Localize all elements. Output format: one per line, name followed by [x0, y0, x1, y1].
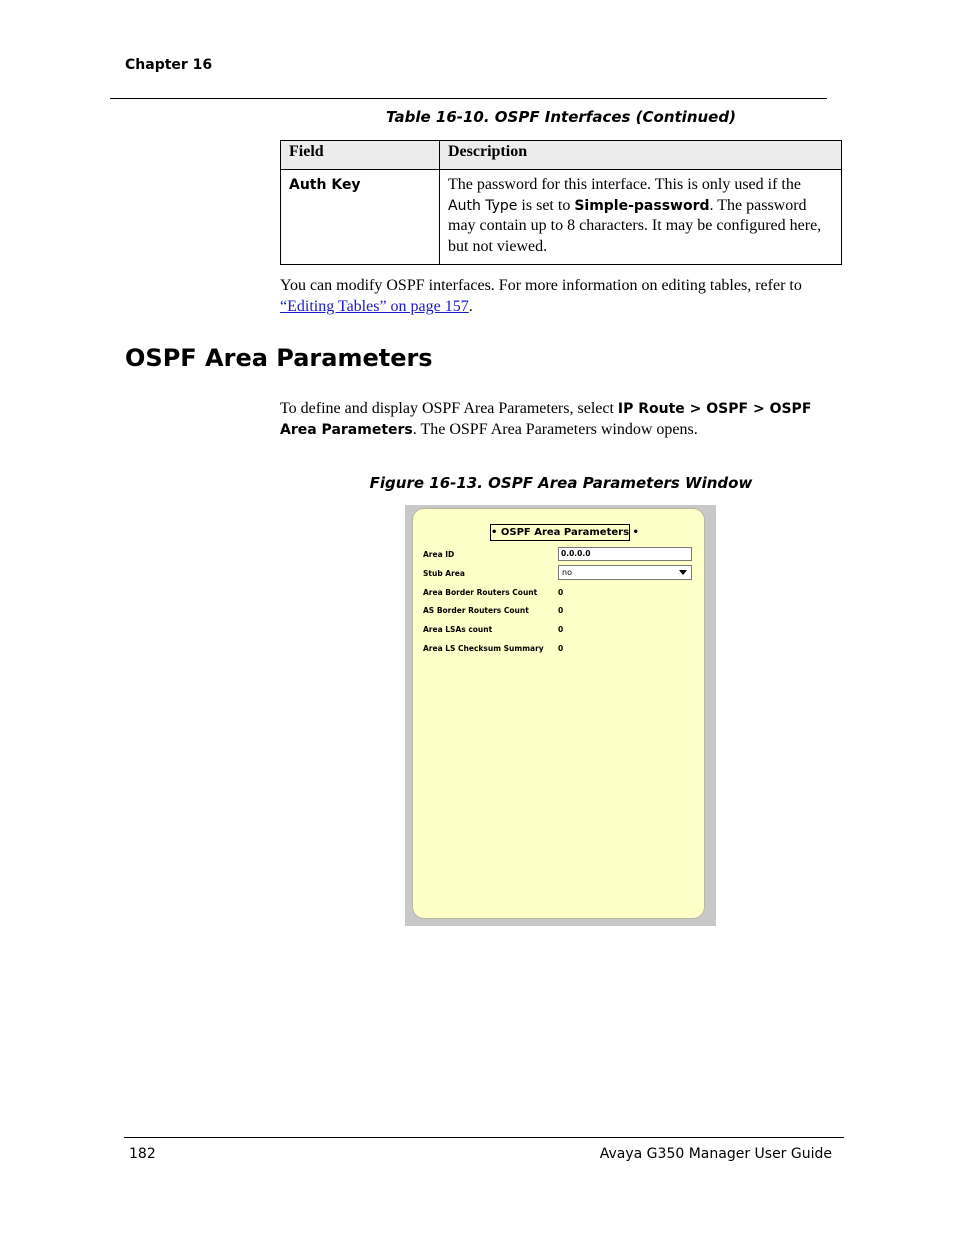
menu-path: IP Route > OSPF > OSPF Area Parameters — [280, 401, 812, 438]
modify-paragraph — [280, 276, 842, 317]
header-rule — [110, 98, 827, 99]
area-lsas-count-value: 0 — [558, 625, 564, 634]
description-text: . The password may contain up to 8 characters. It may be configured here, but not viewed. — [448, 196, 822, 255]
table-row — [281, 170, 842, 265]
paragraph-text: You can modify OSPF interfaces. For more information on editing tables, refer to — [280, 277, 802, 294]
table-header-row — [281, 141, 842, 170]
as-border-routers-count-label: AS Border Routers Count — [423, 606, 529, 615]
footer-title: Avaya G350 Manager User Guide — [599, 1146, 832, 1162]
chevron-down-icon — [679, 570, 687, 575]
stub-area-label: Stub Area — [423, 569, 465, 578]
area-border-routers-count-value: 0 — [558, 588, 564, 597]
as-border-routers-count-value: 0 — [558, 606, 564, 615]
stub-area-select[interactable] — [558, 565, 692, 580]
window-title-menu-button[interactable]: • OSPF Area Parameters • — [490, 524, 630, 541]
description-text: The password for this interface. This is only used if the — [448, 176, 801, 193]
area-id-label: Area ID — [423, 550, 455, 559]
description-value: Simple-password — [574, 197, 710, 214]
area-id-input[interactable]: 0.0.0.0 — [558, 547, 692, 561]
table-caption: Table 16-10. OSPF Interfaces (Continued) — [386, 108, 736, 126]
paragraph-end: . The OSPF Area Parameters window opens. — [412, 420, 698, 438]
field-name: Auth Key — [289, 177, 361, 193]
page-number: 182 — [129, 1146, 156, 1162]
footer-rule — [124, 1137, 844, 1138]
description-text: is set to — [521, 196, 571, 214]
figure-caption: Figure 16-13. OSPF Area Parameters Window — [369, 474, 753, 492]
field-cell — [281, 170, 440, 265]
editing-tables-link[interactable]: “Editing Tables” on page 157 — [280, 297, 469, 315]
column-header-description: Description — [440, 141, 842, 170]
paragraph-text: To define and display OSPF Area Parameters, select — [280, 400, 618, 417]
section-title: OSPF Area Parameters — [125, 344, 433, 372]
description-term: Auth Type — [448, 197, 518, 214]
column-header-field: Field — [281, 141, 440, 170]
define-paragraph — [280, 399, 825, 440]
area-ls-checksum-summary-value: 0 — [558, 644, 564, 653]
chapter-header: Chapter 16 — [125, 57, 213, 73]
area-lsas-count-label: Area LSAs count — [423, 625, 493, 634]
description-cell — [440, 170, 842, 265]
area-ls-checksum-summary-label: Area LS Checksum Summary — [423, 644, 544, 653]
ospf-interfaces-table — [280, 140, 842, 265]
area-border-routers-count-label: Area Border Routers Count — [423, 588, 538, 597]
stub-area-value: no — [562, 568, 572, 577]
paragraph-end: . — [468, 297, 473, 315]
